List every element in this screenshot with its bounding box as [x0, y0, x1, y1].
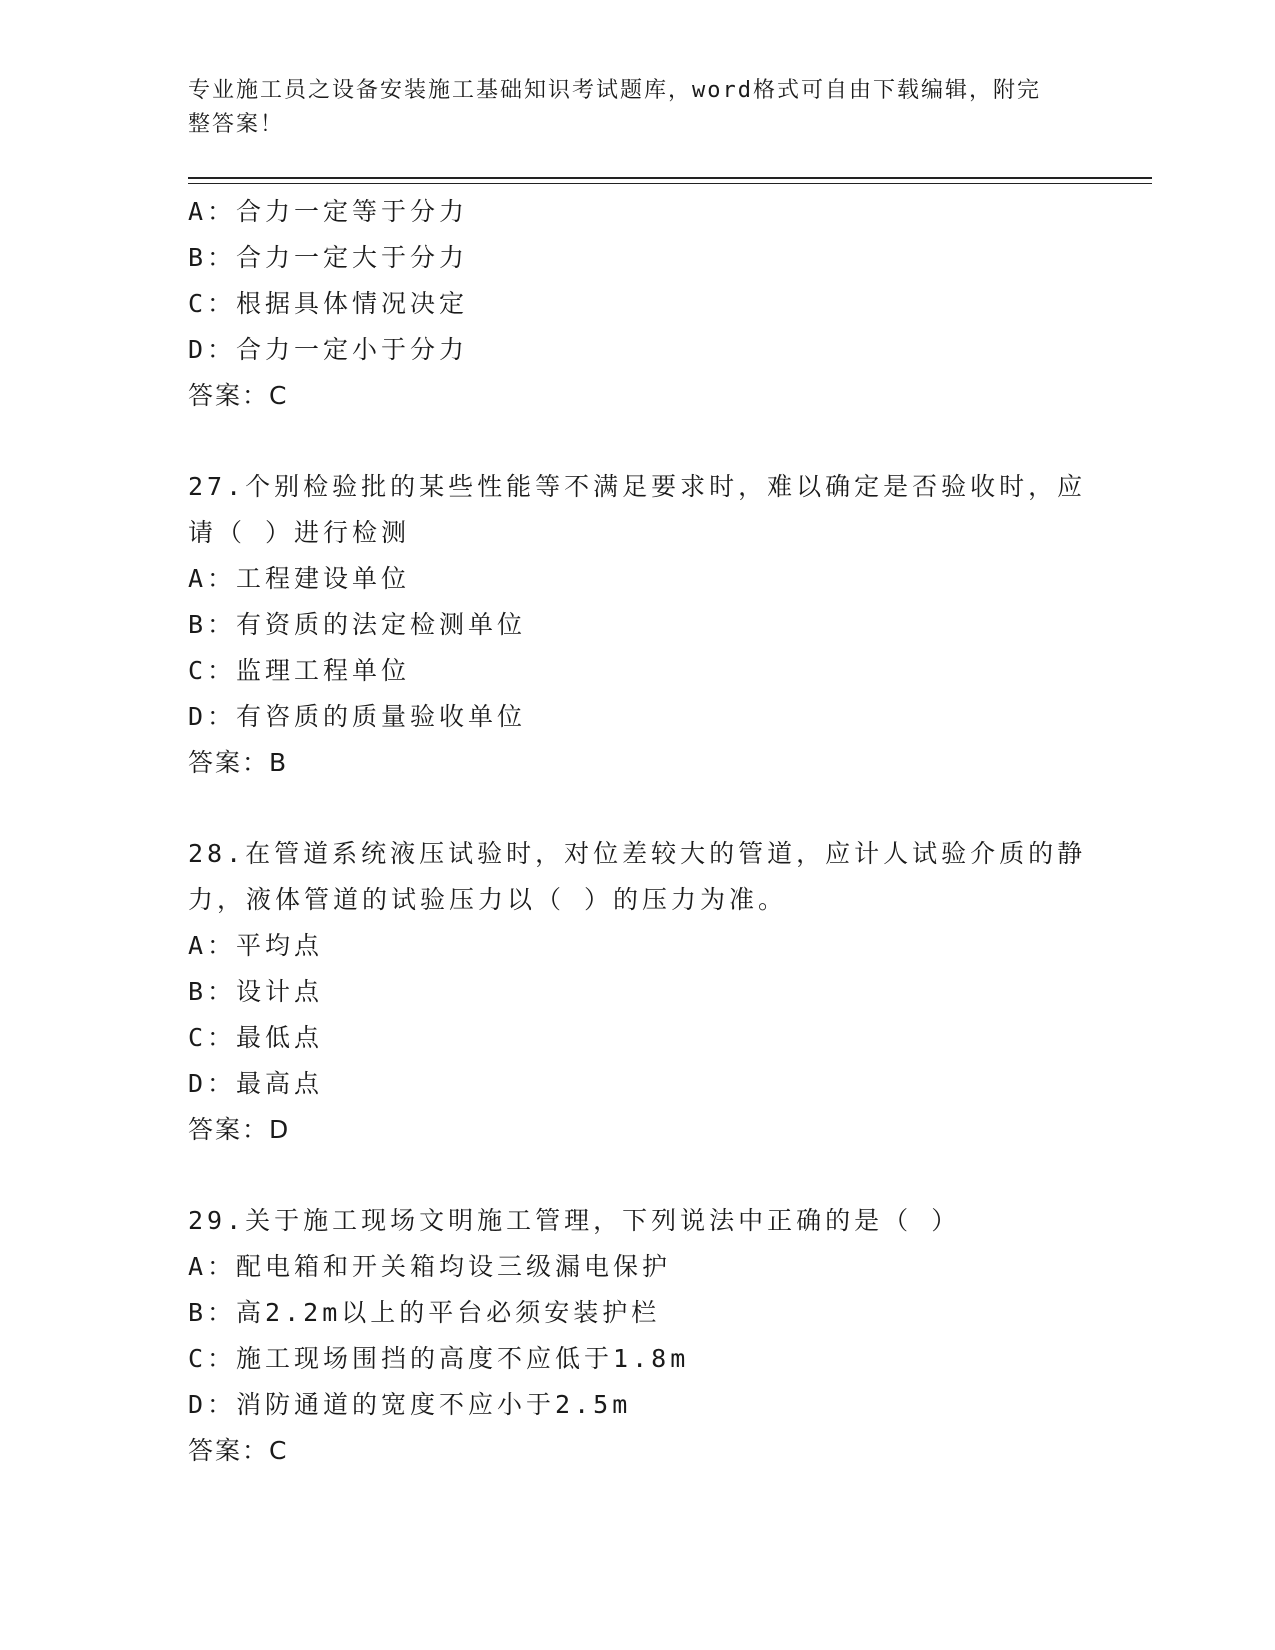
option-c: C：根据具体情况决定: [188, 289, 469, 318]
option-b: B：高2.2m以上的平台必须安装护栏: [188, 1298, 661, 1327]
answer: 答案：B: [188, 748, 289, 777]
option-a: A：工程建设单位: [188, 564, 411, 593]
option-a: A：平均点: [188, 931, 324, 960]
answer: 答案：C: [188, 381, 289, 410]
option-b: B：合力一定大于分力: [188, 243, 469, 272]
option-d: D：合力一定小于分力: [188, 335, 469, 364]
header-divider-thick: [188, 177, 1152, 179]
option-c: C：监理工程单位: [188, 656, 411, 685]
option-d: D：有咨质的质量验收单位: [188, 702, 527, 731]
header-line-1: 专业施工员之设备安装施工基础知识考试题库，word格式可自由下载编辑，附完: [188, 78, 1041, 103]
question-27: [188, 464, 1088, 786]
option-c: C：最低点: [188, 1023, 324, 1052]
question-text-line-1: 28.在管道系统液压试验时，对位差较大的管道，应计人试验介质的静: [188, 839, 1087, 868]
option-c: C：施工现场围挡的高度不应低于1.8m: [188, 1344, 690, 1373]
question-text-line-1: 29.关于施工现场文明施工管理，下列说法中正确的是（ ）: [188, 1206, 961, 1235]
question-26: [188, 189, 1088, 419]
question-text-line-2: 力，液体管道的试验压力以（ ）的压力为准。: [188, 885, 788, 914]
answer: 答案：C: [188, 1436, 289, 1465]
question-text-line-2: 请（ ）进行检测: [188, 518, 411, 547]
header-line-2: 整答案！: [188, 112, 285, 137]
answer: 答案：D: [188, 1115, 291, 1144]
option-a: A：合力一定等于分力: [188, 197, 469, 226]
option-d: D：最高点: [188, 1069, 324, 1098]
question-list: [188, 189, 1088, 1474]
option-b: B：设计点: [188, 977, 324, 1006]
document-header: [188, 74, 1068, 142]
question-28: [188, 831, 1088, 1153]
question-29: [188, 1198, 1088, 1474]
question-text-line-1: 27.个别检验批的某些性能等不满足要求时，难以确定是否验收时，应: [188, 472, 1087, 501]
option-b: B：有资质的法定检测单位: [188, 610, 527, 639]
option-d: D：消防通道的宽度不应小于2.5m: [188, 1390, 632, 1419]
option-a: A：配电箱和开关箱均设三级漏电保护: [188, 1252, 672, 1281]
header-divider-thin: [188, 183, 1152, 184]
